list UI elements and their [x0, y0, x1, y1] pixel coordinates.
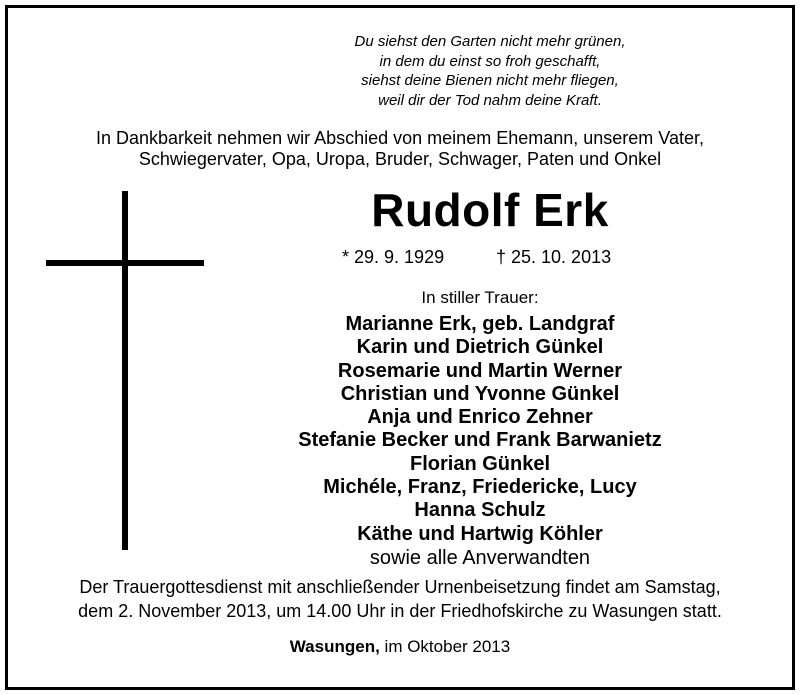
- mourner-name: Christian und Yvonne Günkel: [340, 382, 620, 405]
- mourner-name: Michéle, Franz, Friedericke, Lucy: [323, 476, 637, 499]
- mourner-name: Rosemarie und Martin Werner: [337, 359, 623, 382]
- mourner-name: Marianne Erk, geb. Landgraf: [345, 313, 615, 335]
- mourners-block: [240, 287, 720, 570]
- intro-line: Schwiegervater, Opa, Uropa, Bruder, Schwager, Paten und Onkel: [138, 149, 662, 169]
- service-line: dem 2. November 2013, um 14.00 Uhr in der Friedhofskirche zu Wasungen statt.: [78, 600, 722, 621]
- poem: [330, 32, 650, 110]
- mourner-name: Hanna Schulz: [414, 499, 546, 522]
- poem-line: weil dir der Tod nahm deine Kraft.: [378, 91, 602, 109]
- mourners-title: In stiller Trauer:: [421, 288, 539, 307]
- mourner-name: Florian Günkel: [409, 452, 551, 475]
- service-text: [0, 576, 800, 623]
- mourner-name: Stefanie Becker und Frank Barwanietz: [298, 429, 662, 452]
- place-month: im Oktober 2013: [384, 637, 511, 656]
- poem-line: Du siehst den Garten nicht mehr grünen,: [354, 33, 626, 50]
- place-date: [0, 637, 800, 657]
- mourner-name: Käthe und Hartwig Köhler: [357, 522, 603, 545]
- birth-date: * 29. 9. 1929: [342, 247, 445, 267]
- service-line: Der Trauergottesdienst mit anschließender Urnenbeisetzung findet am Samstag,: [79, 577, 721, 597]
- place-city: Wasungen,: [289, 637, 380, 656]
- cross-icon: [122, 191, 128, 550]
- intro-line: In Dankbarkeit nehmen wir Abschied von meinem Ehemann, unserem Vater,: [96, 128, 704, 148]
- deceased-name: Rudolf Erk: [371, 184, 609, 236]
- mourners-closing: sowie alle Anverwandten: [369, 546, 591, 569]
- mourner-name: Anja und Enrico Zehner: [367, 406, 593, 429]
- death-date: † 25. 10. 2013: [496, 247, 612, 267]
- poem-line: siehst deine Bienen nicht mehr fliegen,: [361, 72, 619, 89]
- intro-text: [0, 128, 800, 170]
- mourner-name: Karin und Dietrich Günkel: [356, 336, 604, 359]
- poem-line: in dem du einst so froh geschafft,: [379, 52, 601, 70]
- cross-icon-bar: [46, 260, 204, 266]
